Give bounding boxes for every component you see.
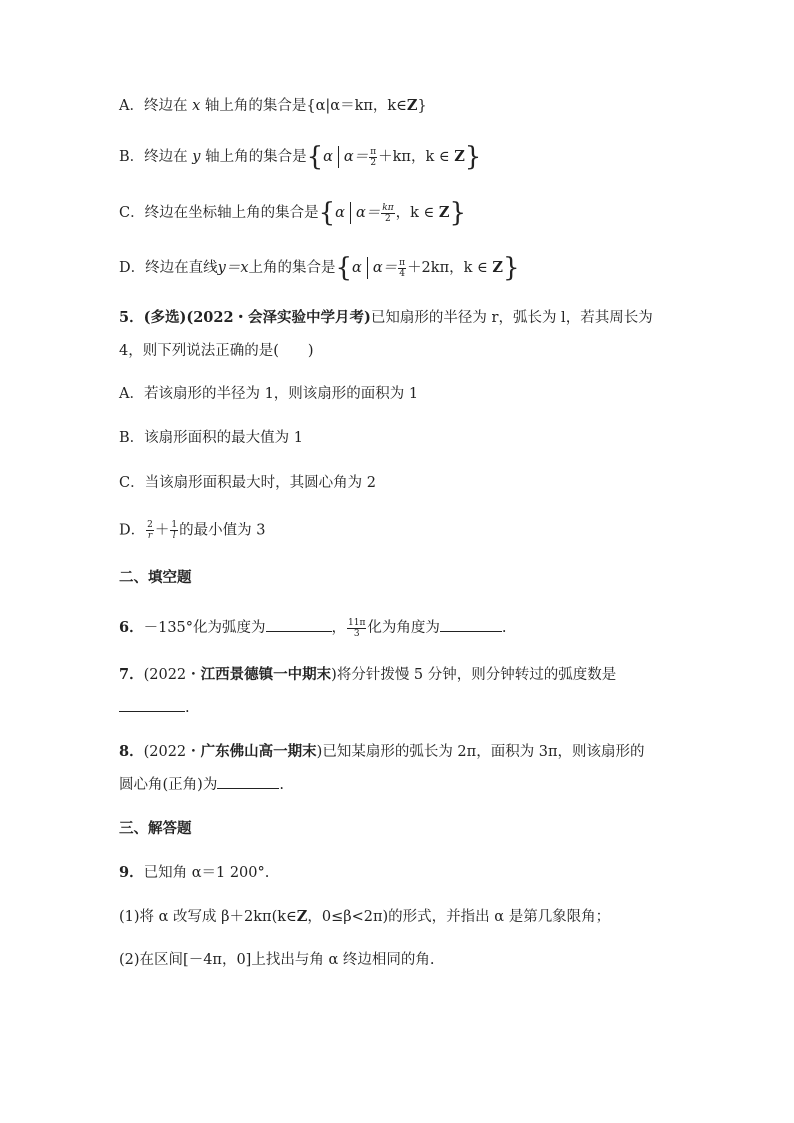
- math-var: α: [335, 205, 345, 221]
- question-type: (多选): [143, 309, 187, 326]
- question-source: ): [316, 744, 323, 760]
- question-text: 已知某扇形的弧长为 2π，面积为 3π，则该扇形的: [322, 744, 645, 760]
- q5-option-b: [119, 428, 303, 448]
- punct: ，: [331, 620, 347, 636]
- question-source: (2022・: [143, 744, 201, 760]
- fraction: [170, 520, 178, 541]
- denominator: 3: [353, 628, 360, 639]
- question-number: 5．: [119, 309, 144, 326]
- question-number: 8．: [119, 743, 144, 760]
- q5-option-c: [119, 473, 376, 493]
- punct: .: [185, 700, 190, 716]
- option-label: A．终边在: [119, 98, 188, 114]
- punct: .: [501, 620, 507, 636]
- integers-symbol: Z: [296, 908, 308, 925]
- set-bar: [367, 257, 368, 279]
- question-source: 江西景德镇一中期末: [200, 666, 332, 683]
- option-text: 轴上角的集合是: [205, 149, 307, 165]
- question-6: [119, 617, 507, 639]
- math-rest: ，k ∈: [395, 205, 435, 221]
- numerator: 11π: [348, 617, 366, 628]
- option-label: C．终边在坐标轴上角的集合是: [119, 205, 319, 221]
- brace-close: }: [502, 253, 520, 283]
- question-7-line2: [119, 697, 190, 718]
- question-source: (2022・会泽实验中学月考): [186, 309, 371, 326]
- brace-close: }: [417, 98, 427, 114]
- denominator: r: [147, 531, 153, 541]
- question-9-part1: [119, 907, 610, 927]
- integers-symbol: Z: [454, 148, 465, 165]
- question-9: [119, 863, 269, 883]
- brace-open: {: [306, 142, 324, 172]
- numerator: 1: [171, 520, 178, 530]
- integers-symbol: Z: [438, 204, 450, 221]
- brace-open: {: [335, 253, 353, 283]
- numerator: π: [399, 257, 406, 268]
- question-number: 6．: [119, 619, 144, 636]
- option-text: A．若该扇形的半径为 1，则该扇形的面积为 1: [119, 386, 419, 402]
- brace-open: {: [318, 198, 336, 228]
- question-text: 已知扇形的半径为 r，弧长为 l，若其周长为: [370, 310, 653, 326]
- question-8-line2: [119, 774, 284, 795]
- question-5-line2: [119, 341, 314, 361]
- option-text: 上角的集合是: [248, 260, 336, 276]
- question-source: (2022・: [143, 667, 201, 683]
- question-text: ，0≤β<2π)的形式，并指出 α 是第几象限角；: [307, 909, 611, 925]
- question-text: 将分针拨慢 5 分钟，则分钟转过的弧度数是: [336, 667, 617, 683]
- option-b: [119, 142, 482, 172]
- fraction: [369, 147, 377, 168]
- question-9-part2: [119, 950, 434, 970]
- option-label: D．: [119, 522, 146, 539]
- math-rest: ＋kπ，k ∈: [378, 149, 450, 165]
- answer-blank[interactable]: [119, 697, 185, 712]
- question-source: ): [331, 667, 337, 683]
- question-text: 化为角度为: [367, 620, 440, 636]
- option-text: 的最小值为 3: [179, 522, 266, 539]
- option-a: [119, 96, 427, 116]
- question-text: (2)在区间[－4π，0]上找出与角 α 终边相同的角.: [119, 952, 435, 968]
- question-8-line1: [119, 742, 645, 762]
- answer-blank[interactable]: [266, 617, 332, 632]
- numerator: kπ: [382, 202, 394, 213]
- option-label: D．终边在直线: [119, 260, 218, 276]
- question-text: 已知角 α＝1 200°.: [143, 865, 270, 881]
- math-rest: ＋2kπ，k ∈: [407, 260, 488, 276]
- brace-close: }: [464, 142, 482, 172]
- math-op: ＋: [154, 522, 170, 539]
- question-7-line1: [119, 665, 616, 685]
- option-text: 轴上角的集合是{α|α＝kπ，k∈: [204, 98, 407, 114]
- fraction: [347, 618, 366, 639]
- brace-close: }: [449, 198, 466, 228]
- math-var: α: [323, 149, 333, 165]
- math-eq: α＝: [343, 149, 369, 165]
- fraction: [381, 203, 394, 224]
- question-text: －135°化为弧度为: [143, 620, 266, 636]
- integers-symbol: Z: [406, 97, 418, 114]
- set-bar: [338, 146, 339, 168]
- answer-blank[interactable]: [217, 774, 279, 789]
- question-source: 广东佛山高一期末: [200, 743, 317, 760]
- question-text: 圆心角(正角)为: [119, 777, 218, 793]
- q5-option-a: [119, 384, 418, 404]
- numerator: 2: [147, 520, 153, 530]
- option-c: [119, 198, 466, 228]
- question-5-line1: [119, 308, 653, 328]
- question-text: (1)将 α 改写成 β＋2kπ(k∈: [119, 909, 297, 925]
- option-text: C．当该扇形面积最大时，其圆心角为 2: [119, 475, 376, 491]
- math-eq: α＝: [372, 260, 398, 276]
- punct: .: [279, 777, 284, 793]
- denominator: 2: [370, 157, 377, 168]
- option-d: [119, 253, 520, 283]
- q5-option-d: [119, 520, 265, 541]
- section-heading-fill: 二、填空题: [119, 569, 192, 586]
- math-var: y: [192, 149, 201, 165]
- section-heading-answer: 三、解答题: [119, 820, 192, 837]
- question-text: 4，则下列说法正确的是( ): [119, 343, 314, 359]
- question-number: 9．: [119, 864, 144, 881]
- option-text: B．该扇形面积的最大值为 1: [119, 430, 303, 446]
- math-var: α: [352, 260, 362, 276]
- option-label: B．终边在: [119, 149, 188, 165]
- denominator: 4: [399, 268, 405, 279]
- numerator: π: [370, 146, 377, 157]
- set-bar: [350, 202, 351, 224]
- question-number: 7．: [119, 666, 144, 683]
- denominator: 2: [385, 213, 391, 224]
- math-eq: α＝: [355, 205, 381, 221]
- fraction: [146, 520, 154, 541]
- fraction: [398, 258, 406, 279]
- integers-symbol: Z: [492, 259, 503, 276]
- math-var: y＝x: [217, 260, 249, 276]
- math-var: x: [192, 98, 201, 114]
- answer-blank[interactable]: [440, 617, 502, 632]
- denominator: l: [172, 531, 176, 541]
